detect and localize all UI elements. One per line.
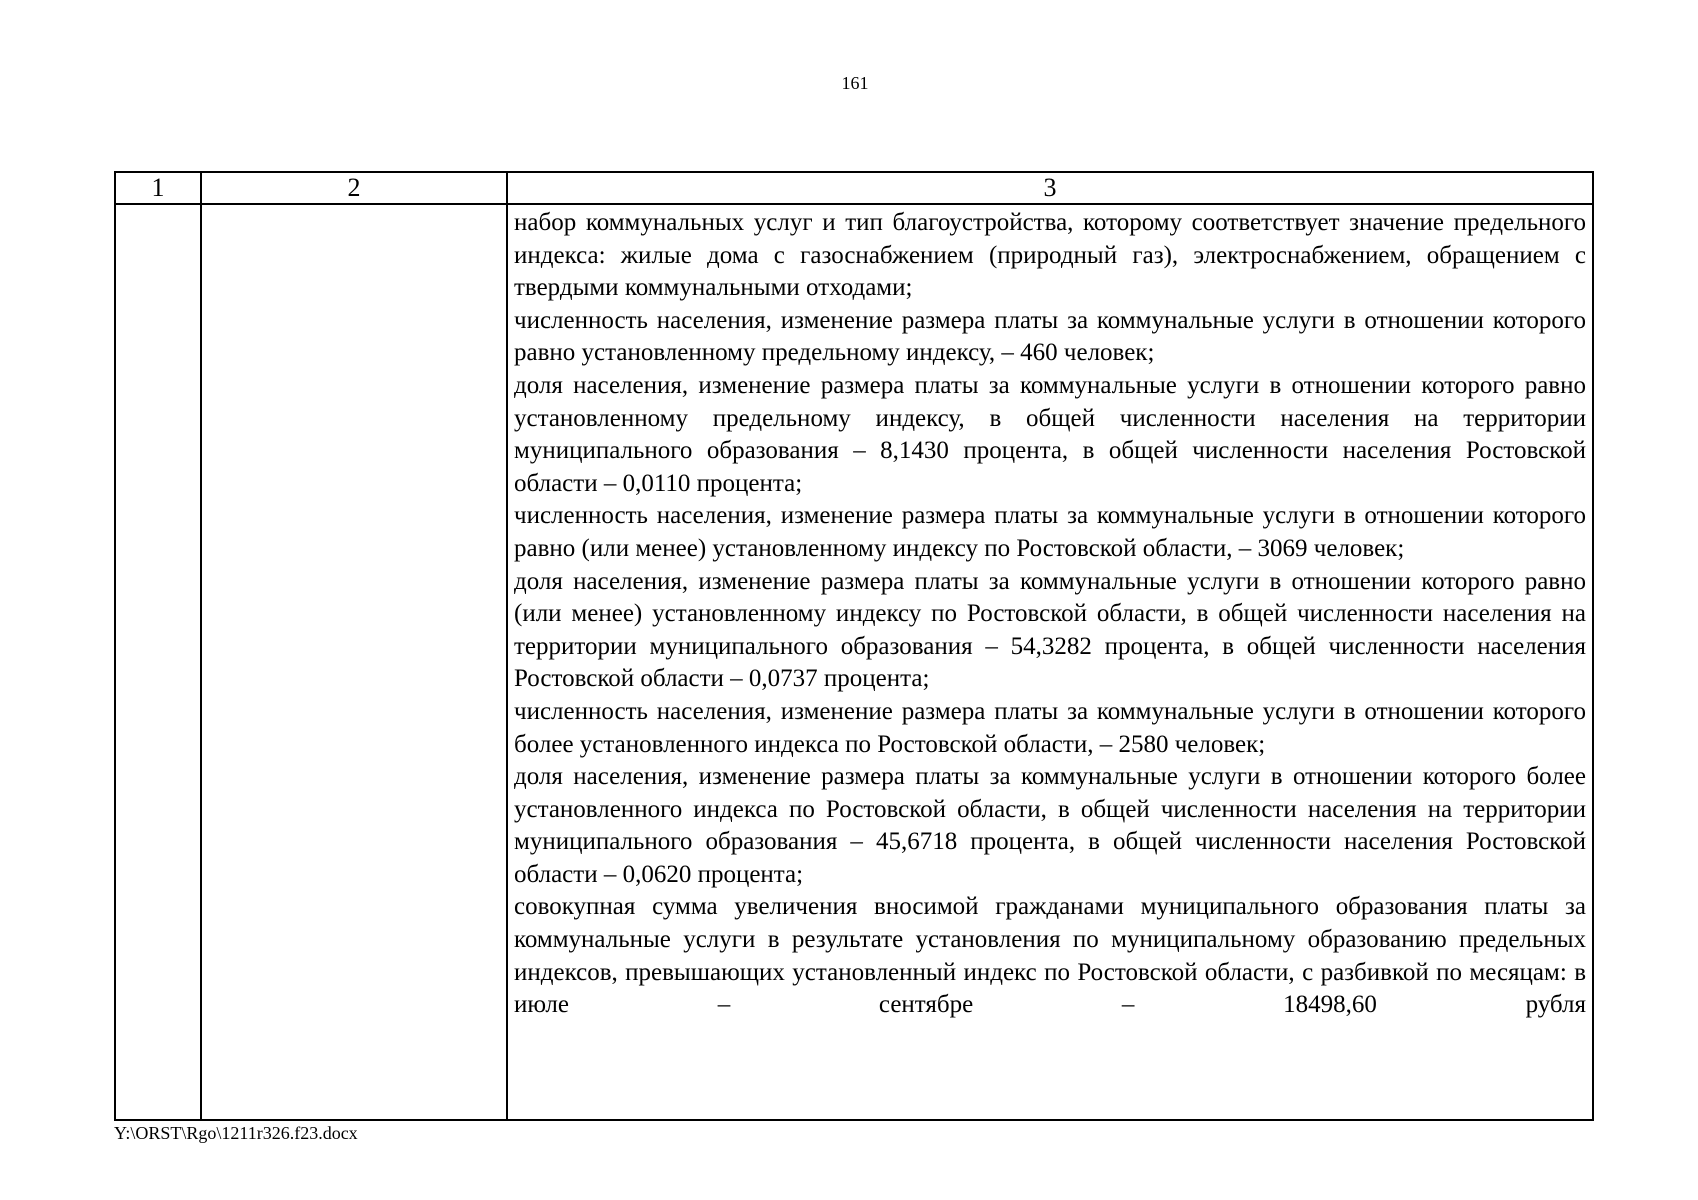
page-number: 161 [841, 73, 869, 93]
table-row [115, 204, 1593, 1120]
row-cell-3 [507, 204, 1593, 1120]
row-cell-2 [201, 204, 507, 1120]
paragraph-share-equal-limit: доля населения, изменение размера платы за коммунальные услуги в отношении которого равно установленному предельному индексу, в общей численности населения на территории муниципального образования – 8,1430 процента, в общей численности населения Ростовской области – 0,0110 процента; [514, 371, 1586, 497]
paragraph-population-equal-limit: численность населения, изменение размера платы за коммунальные услуги в отношении которого равно установленному предельному индексу, – 460 человек; [514, 306, 1586, 367]
row-cell-1 [115, 204, 201, 1120]
header-cell-3: 3 [507, 172, 1593, 204]
paragraph-share-above-index: доля населения, изменение размера платы за коммунальные услуги в отношении которого более установленного индекса по Ростовской области, в общей численности населения на территории муниципального образования – 45,6718 процента, в общей численности населения Ростовской области – 0,0620 процента; [514, 763, 1586, 888]
table-header-row [115, 172, 1593, 204]
header-cell-2: 2 [201, 172, 507, 204]
header-cell-1: 1 [115, 172, 201, 204]
paragraph-utility-set: набор коммунальных услуг и тип благоустройства, которому соответствует значение предельного индекса: жилые дома с газоснабжением (природный газ), электроснабжением, обращением с твердыми коммунальными отходами; [514, 209, 1586, 302]
footer-file-path: Y:\ORST\Rgo\1211r326.f23.docx [114, 1123, 358, 1143]
paragraph-population-above-index: численность населения, изменение размера платы за коммунальные услуги в отношении которого более установленного индекса по Ростовской области, – 2580 человек; [514, 697, 1586, 758]
paragraph-share-below-index: доля населения, изменение размера платы за коммунальные услуги в отношении которого равно (или менее) установленному индексу по Ростовской области, в общей численности населения на территории муниципального образования – 54,3282 процента, в общей численности населения Ростовской области – 0,0737 процента; [514, 567, 1586, 693]
paragraph-population-below-index: численность населения, изменение размера платы за коммунальные услуги в отношении которого равно (или менее) установленному индексу по Ростовской области, – 3069 человек; [514, 502, 1586, 562]
document-table [114, 171, 1594, 1121]
paragraph-total-increase: совокупная сумма увеличения вносимой гражданами муниципального образования платы за коммунальные услуги в результате установления по муниципальному образованию предельных индексов, превышающих установленный индекс по Ростовской области, с разбивкой по месяцам: в июле – сентябре – 18498,60 рубля [514, 893, 1586, 1019]
